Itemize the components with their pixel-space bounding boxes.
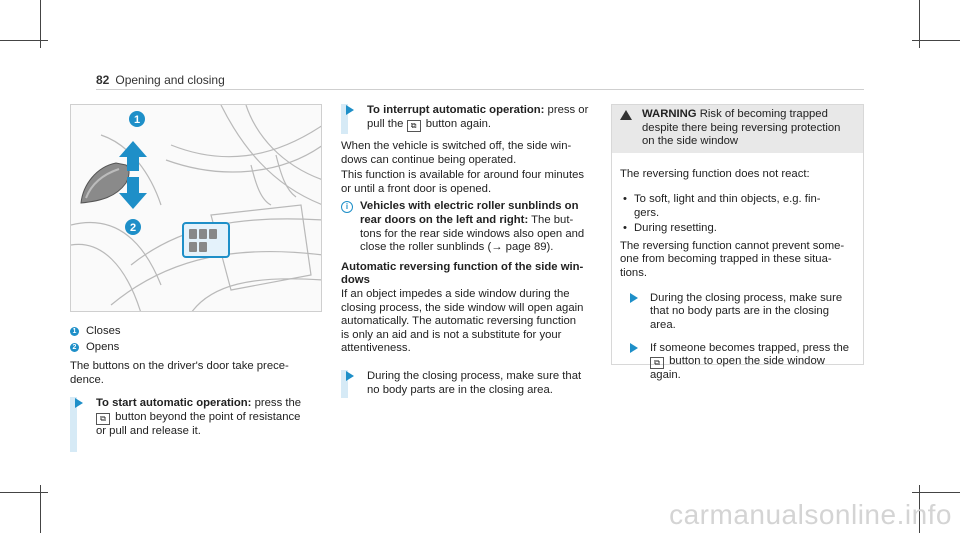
legend-label: Closes bbox=[86, 325, 121, 337]
text-line: dows can continue being operated. bbox=[341, 153, 517, 166]
text-line: that no body parts are in the closing bbox=[650, 305, 829, 318]
text-line: tons for the rear side windows also open and bbox=[360, 227, 585, 240]
crop-mark bbox=[912, 40, 960, 41]
legend-badge: 1 bbox=[70, 327, 79, 336]
warning-header bbox=[612, 105, 863, 153]
step-heading: To interrupt automatic operation: bbox=[367, 104, 545, 116]
paragraph bbox=[620, 240, 855, 281]
text-line: gers. bbox=[634, 206, 660, 219]
paragraph bbox=[341, 169, 606, 196]
text-line: closing process, the side window will open again bbox=[341, 301, 584, 314]
warning-title: WARNING bbox=[642, 108, 697, 120]
instruction-step bbox=[620, 342, 855, 384]
text-line: dows bbox=[341, 274, 370, 287]
instruction-step bbox=[341, 370, 606, 398]
text-line: tions. bbox=[620, 266, 648, 279]
text-line: pull the bbox=[367, 117, 407, 130]
info-note bbox=[341, 200, 606, 254]
page-header bbox=[96, 73, 225, 87]
bullet-item bbox=[620, 193, 855, 220]
callout-1: 1 bbox=[133, 114, 141, 126]
section-heading bbox=[341, 261, 606, 288]
page-reference-link[interactable]: page 89). bbox=[502, 241, 554, 254]
text-line: The but- bbox=[528, 213, 574, 226]
paragraph bbox=[341, 288, 606, 356]
callout-2: 2 bbox=[129, 222, 137, 234]
step-arrow-icon bbox=[75, 398, 83, 408]
watermark: carmanualsonline.info bbox=[669, 499, 952, 530]
legend-label: Opens bbox=[86, 340, 120, 353]
instruction-step bbox=[341, 104, 606, 134]
door-panel-drawing bbox=[71, 105, 322, 312]
text-line: is only an aid and is not a substitute for your bbox=[341, 328, 562, 341]
info-heading: Vehicles with electric roller sunblinds on bbox=[360, 200, 579, 213]
text-line: despite there being reversing protection bbox=[642, 121, 841, 134]
text-line: If someone becomes trapped, press the bbox=[650, 341, 850, 354]
page-reference-arrow-icon: → bbox=[491, 241, 503, 254]
legend-badge: 2 bbox=[70, 343, 79, 352]
text-line: The buttons on the driver's door take prece- bbox=[70, 360, 289, 373]
legend-item bbox=[70, 325, 325, 339]
crop-mark bbox=[0, 40, 48, 41]
column-1 bbox=[70, 325, 325, 452]
paragraph: The reversing function does not react: bbox=[620, 168, 810, 181]
text-line: attentiveness. bbox=[341, 342, 411, 355]
warning-box bbox=[611, 104, 864, 382]
text-line: To soft, light and thin objects, e.g. fin- bbox=[634, 192, 821, 205]
step-heading: To start automatic operation: bbox=[96, 397, 252, 410]
text-line: During the closing process, make sure that bbox=[367, 369, 582, 382]
instruction-step bbox=[70, 397, 325, 452]
text-line: on the side window bbox=[642, 135, 739, 148]
text-line: This function is available for around four minutes bbox=[341, 169, 585, 182]
column-2 bbox=[341, 104, 606, 398]
step-arrow-icon bbox=[630, 343, 638, 353]
text-line: During resetting. bbox=[634, 222, 717, 235]
text-line: or pull and release it. bbox=[96, 424, 201, 437]
paragraph bbox=[341, 140, 606, 167]
warning-triangle-icon bbox=[620, 110, 632, 120]
text-line: again. bbox=[650, 369, 681, 382]
text-line: Automatic reversing function of the side win- bbox=[341, 260, 584, 273]
step-arrow-icon bbox=[346, 105, 354, 115]
window-button-icon: ⧉ bbox=[96, 413, 110, 425]
text-line: press or bbox=[544, 104, 589, 116]
bullet-item bbox=[620, 222, 855, 236]
window-button-icon: ⧉ bbox=[650, 357, 664, 369]
info-icon: i bbox=[341, 201, 353, 213]
text-line: automatically. The automatic reversing function bbox=[341, 315, 577, 328]
door-switch-illustration bbox=[70, 104, 322, 312]
text-line: When the vehicle is switched off, the side win- bbox=[341, 140, 572, 152]
section-title: Opening and closing bbox=[115, 73, 225, 87]
header-divider bbox=[96, 89, 864, 90]
step-arrow-icon bbox=[630, 293, 638, 303]
window-button-icon: ⧉ bbox=[407, 120, 421, 132]
text-line: During the closing process, make sure bbox=[650, 291, 843, 304]
text-line: Risk of becoming trapped bbox=[696, 108, 828, 120]
text-line: If an object impedes a side window during the bbox=[341, 287, 570, 300]
text-line: or until a front door is opened. bbox=[341, 182, 492, 195]
crop-mark bbox=[912, 492, 960, 493]
crop-mark bbox=[0, 492, 48, 493]
text-line: area. bbox=[650, 319, 676, 332]
step-arrow-icon bbox=[346, 371, 354, 381]
text-line: button beyond the point of resistance bbox=[112, 410, 301, 423]
text-line: The reversing function cannot prevent some- bbox=[620, 239, 845, 252]
intro-paragraph bbox=[70, 360, 325, 387]
warning-body bbox=[612, 153, 863, 384]
text-line: no body parts are in the closing area. bbox=[367, 383, 553, 396]
window-switch-closeup bbox=[81, 163, 129, 203]
text-line: button to open the side window bbox=[666, 355, 825, 368]
info-heading: rear doors on the left and right: bbox=[360, 213, 529, 226]
instruction-step bbox=[620, 292, 855, 334]
page-number: 82 bbox=[96, 73, 110, 87]
text-line: close the roller sunblinds ( bbox=[360, 241, 492, 254]
text-line: dence. bbox=[70, 373, 104, 386]
text-line: button again. bbox=[422, 117, 492, 130]
text-line: press the bbox=[251, 397, 302, 410]
legend-item bbox=[70, 341, 325, 355]
text-line: one from becoming trapped in these situa- bbox=[620, 253, 832, 266]
